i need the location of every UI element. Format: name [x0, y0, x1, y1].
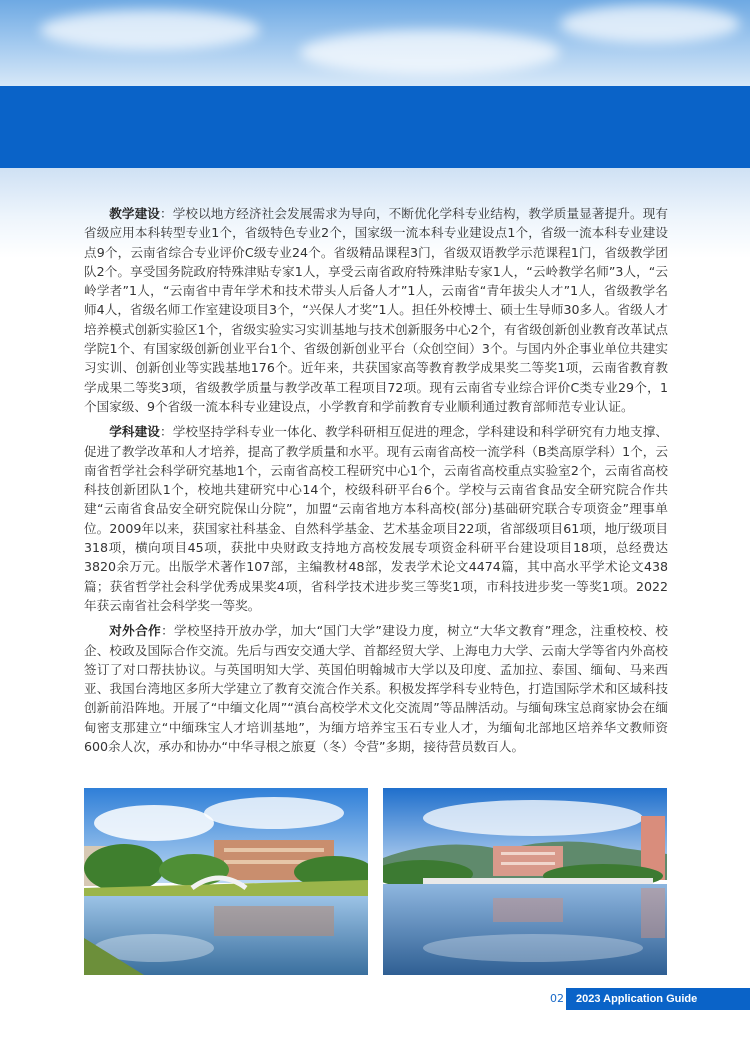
section-text: ：学校坚持学科专业一体化、教学科研相互促进的理念，学科建设和科学研究有力地支撑、促进了教学改革和人才培养，提高了教学质量和水平。现有云南省高校一流学科（B类高原学科）1个，云南省哲学社会科学研究基地1个，云南省高校工程研究中心1个，云南省高校重点实验室2个，云南省高校科技创新团队1个，校地共建研究中心14个，校级科研平台6个。学校与云南省食品安全研究院合作共建“云南省食品安全研究院保山分院”，加盟“云南省地方本科高校(部分)基础研究联合专项资金”理事单位。2009年以来，获国家社科基金、自然科学基金、艺术基金项目22项，省部级项目61项，地厅级项目318项，横向项目45项，获批中央财政支持地方高校发展专项资金科研平台建设项目18项，总经费达3820余万元。出版学术著作107部，主编教材48部，发表学术论文4474篇，其中高水平学术论文438篇；获省哲学社会科学优秀成果奖4项，省科学技术进步奖三等奖1项，市科技进步奖一等奖1项。2022年获云南省社会科学奖一等奖。 [84, 424, 669, 613]
header-band [0, 86, 750, 168]
section-cooperation [84, 621, 668, 756]
page-number: 02 [550, 992, 564, 1005]
section-heading: 对外合作 [109, 623, 162, 639]
section-text: ：学校坚持开放办学，加大“国门大学”建设力度，树立“大华文教育”理念，注重校校、校企、校政及国际合作交流。先后与西安交通大学、首都经贸大学、上海电力大学、云南大学等省内外高校签订了对口帮扶协议。与英国明知大学、英国伯明翰城市大学以及印度、孟加拉、泰国、缅甸、马来西亚、我国台湾地区多所大学建立了教育交流合作关系。积极发挥学科专业特色，打造国际学术和区域科技创新前沿阵地。开展了“中缅文化周”“滇台高校学术文化交流周”等品牌活动。与缅甸珠宝总商家协会在缅甸密支那建立“中缅珠宝人才培训基地”，为缅方培养宝玉石专业人才，为缅甸北部地区培养华文教师资600余人次，承办和协办“中华寻根之旅夏（冬）令营”多期，接待营员数百人。 [84, 623, 669, 755]
section-heading: 教学建设 [109, 206, 160, 221]
section-discipline [84, 422, 668, 615]
section-text: ：学校以地方经济社会发展需求为导向，不断优化学科专业结构，教学质量显著提升。现有省级应用本科转型专业1个，省级特色专业2个，国家级一流本科专业建设点1个，省级一流本科专业建设点9个，云南省综合专业评价C级专业24个。省级精品课程3门，省级双语教学示范课程1门，省级教学团队2个。享受国务院政府特殊津贴专家1人，享受云南省政府特殊津贴专家1人，“云岭教学名师”3人，“云岭学者”1人，“云南省中青年学术和技术带头人后备人才”1人，云南省“青年拔尖人才”1人，省级教学名师4人，省级名师工作室建设项目3个，“兴保人才奖”1人。担任外校博士、硕士生导师30多人。省级人才培养模式创新实验区1个，省级实验实习实训基地与技术创新服务中心2个，有省级创新创业教育改革试点学院1个、有国家级创新创业平台1个、省级创新创业平台（众创空间）3个。与国内外企事业单位共建实习实训、创新创业等实践基地176个。近年来，共获国家高等教育教学成果奖二等奖1项，云南省教育教学成果二等奖3项，省级教学质量与教学改革工程项目72项。现有云南省专业综合评价C类专业29个，1个国家级、9个省级一流本科专业建设点，小学教育和学前教育专业顺利通过教育部师范专业认证。 [84, 206, 669, 414]
section-heading: 学科建设 [109, 424, 160, 440]
section-teaching [84, 204, 668, 416]
campus-photo-lake [383, 788, 667, 975]
article-body [84, 204, 668, 762]
campus-photo-bridge [84, 788, 368, 975]
guide-label-bar: 2023 Application Guide [566, 988, 750, 1010]
header-sky-image [0, 0, 750, 86]
